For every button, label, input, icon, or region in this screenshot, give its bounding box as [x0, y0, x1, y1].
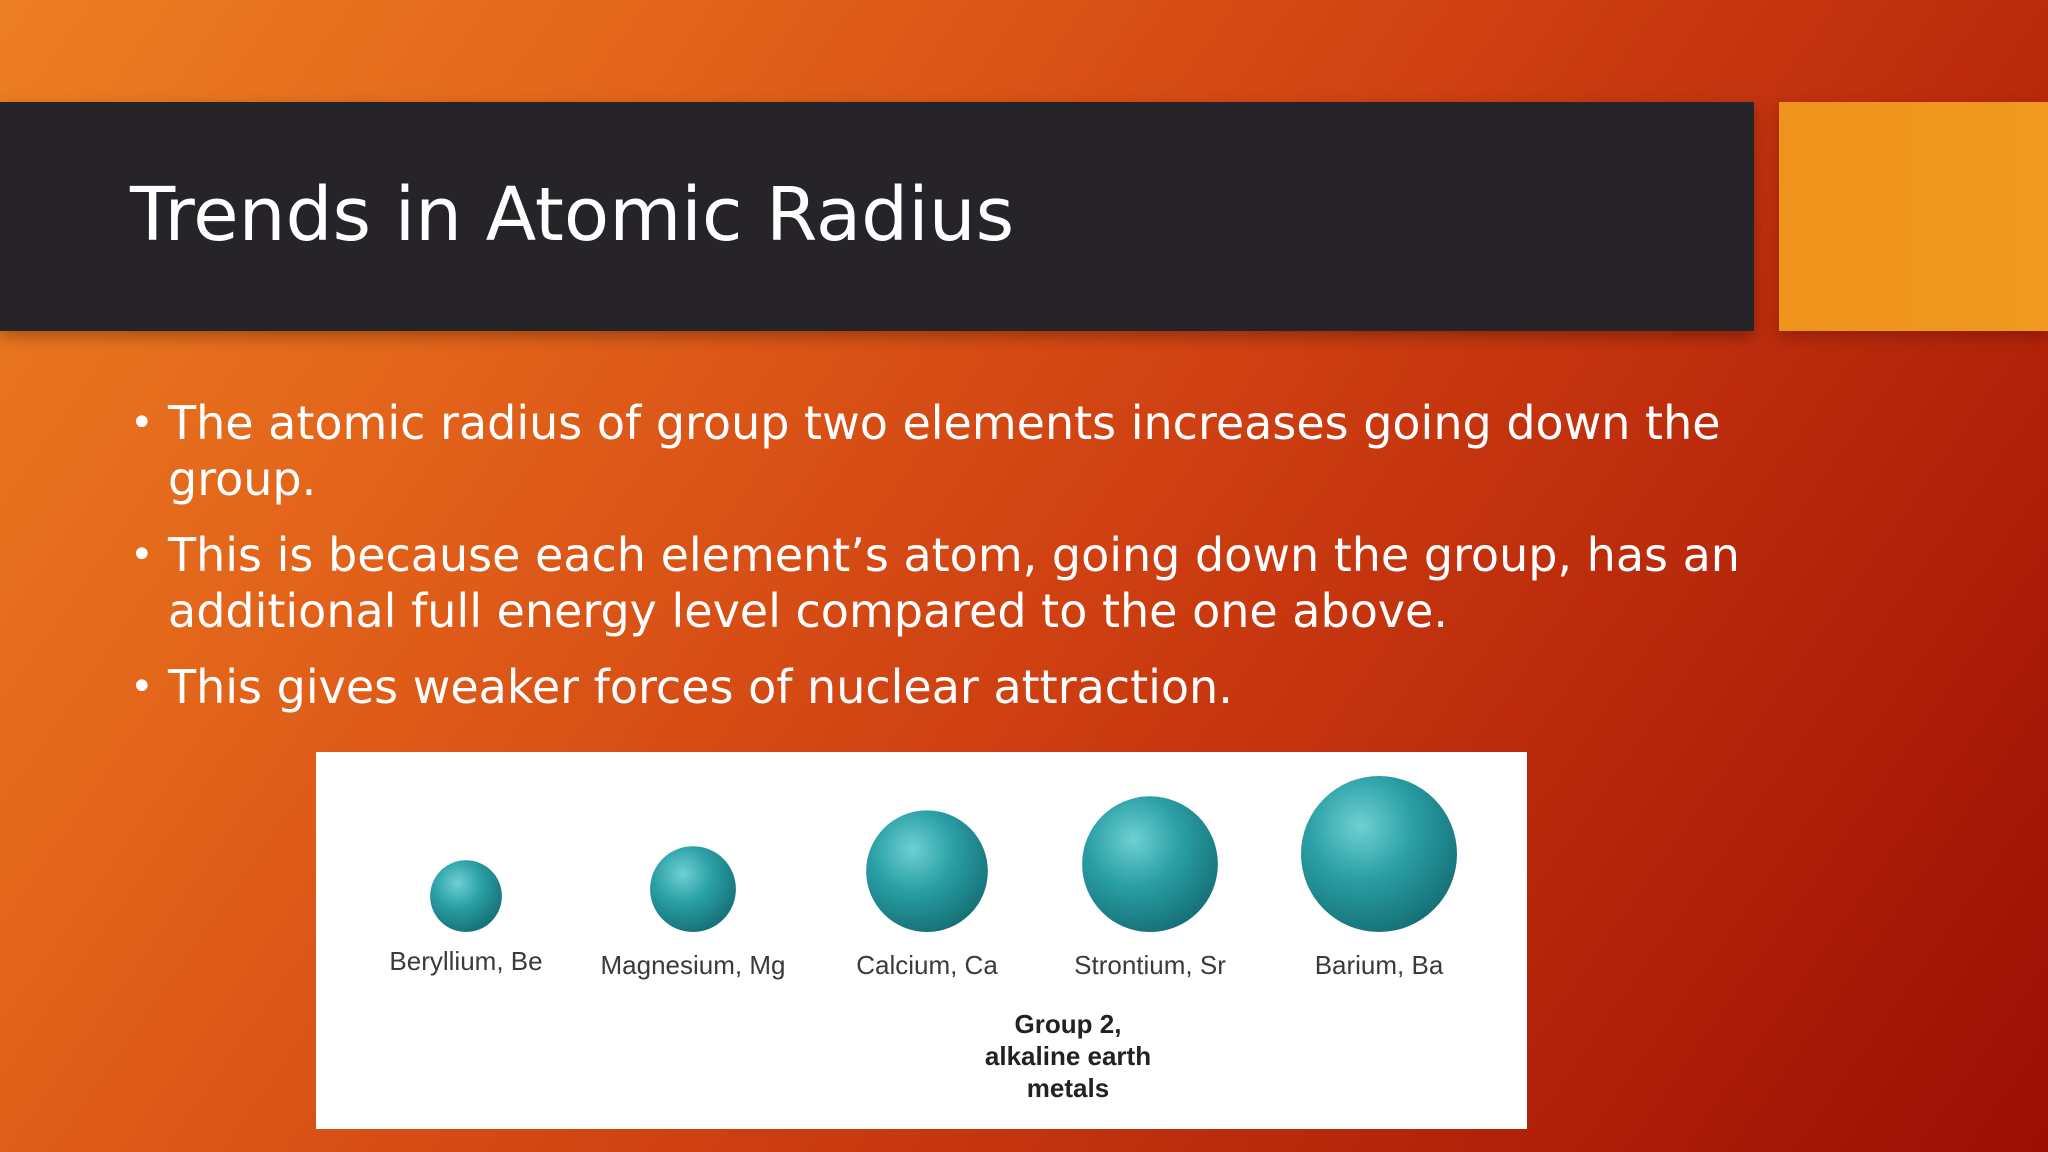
atom-label: Strontium, Sr	[1074, 950, 1226, 980]
atom-label: Barium, Ba	[1314, 950, 1444, 980]
atom-label: Calcium, Ca	[856, 950, 998, 980]
bullet-icon: •	[130, 400, 154, 446]
bullet-item	[130, 395, 1770, 507]
atom-label: Beryllium, Be	[389, 946, 543, 976]
group-caption-line: Group 2,	[1014, 1009, 1122, 1039]
bullet-item	[130, 527, 1770, 639]
atoms-illustration	[316, 752, 1527, 1129]
group-caption-line: metals	[1026, 1073, 1110, 1103]
atom-sphere	[866, 810, 988, 932]
atom-sphere	[1301, 776, 1457, 932]
bullet-text: This is because each element’s atom, going down the group, has an additional full energy level compared to the one above.	[168, 528, 1740, 638]
bullet-icon: •	[130, 664, 154, 710]
atom-sphere	[650, 846, 736, 932]
bullet-item	[130, 659, 1770, 715]
atom-label: Magnesium, Mg	[600, 950, 786, 980]
group-caption	[958, 1008, 1178, 1104]
bullet-text: This gives weaker forces of nuclear attraction.	[168, 660, 1233, 714]
accent-square	[1779, 102, 2048, 331]
atom-sphere	[1082, 796, 1218, 932]
title-bar	[0, 102, 1754, 331]
atomic-radius-figure	[316, 752, 1527, 1129]
bullet-icon: •	[130, 532, 154, 578]
slide-title: Trends in Atomic Radius	[130, 172, 1015, 258]
atom-sphere	[430, 860, 502, 932]
bullet-text: The atomic radius of group two elements increases going down the group.	[168, 396, 1721, 506]
bullet-list	[130, 395, 1770, 735]
group-caption-line: alkaline earth	[984, 1041, 1152, 1071]
